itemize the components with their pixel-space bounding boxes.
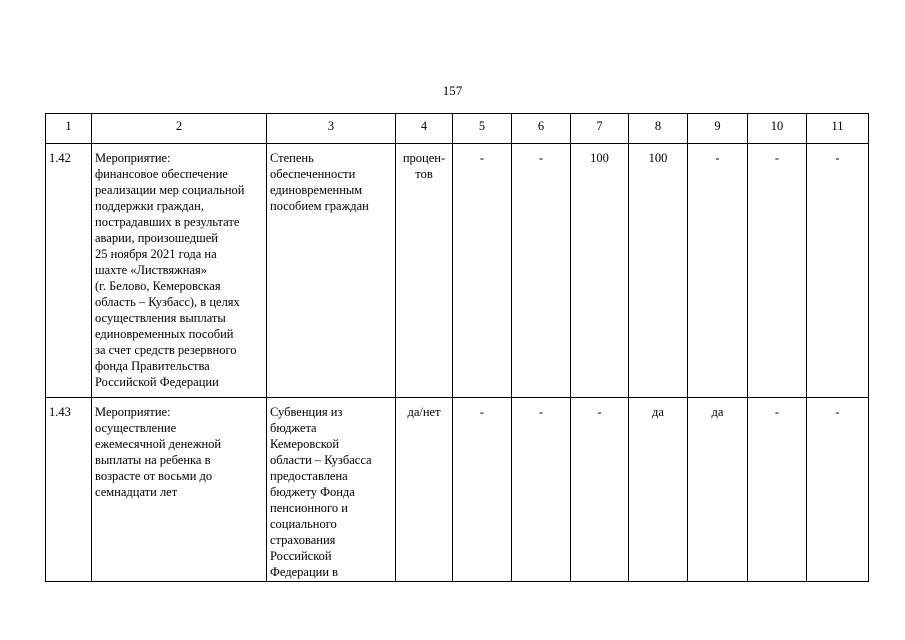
table-row <box>46 398 869 582</box>
value-cell: - <box>748 144 807 398</box>
value-cell: - <box>512 398 571 582</box>
text-line: области – Кузбасса <box>270 453 372 467</box>
text-line: аварии, произошедшей <box>95 231 218 245</box>
text-line: 25 ноября 2021 года на <box>95 247 217 261</box>
indicator-cell <box>267 398 396 582</box>
value-cell: 100 <box>571 144 629 398</box>
text-line: Мероприятие: <box>95 405 171 419</box>
text-line: осуществление <box>95 421 177 435</box>
text-line: за счет средств резервного <box>95 343 237 357</box>
text-line: поддержки граждан, <box>95 199 204 213</box>
text-line: Кемеровской <box>270 437 340 451</box>
text-line: семнадцати лет <box>95 485 178 499</box>
text-line: Степень <box>270 151 314 165</box>
text-line: единовременных пособий <box>95 327 234 341</box>
value-cell: да <box>688 398 748 582</box>
text-line: предоставлена <box>270 469 348 483</box>
text-line: да/нет <box>407 405 441 419</box>
value-cell: - <box>807 144 869 398</box>
text-line: реализации мер социальной <box>95 183 245 197</box>
text-line: процен- <box>402 151 446 165</box>
text-line: ежемесячной денежной <box>95 437 222 451</box>
text-line: область – Кузбасс), в целях <box>95 295 240 309</box>
text-line: Субвенция из <box>270 405 343 419</box>
column-header: 4 <box>396 114 453 144</box>
text-line: Федерации в <box>270 565 339 579</box>
value-cell: 100 <box>629 144 688 398</box>
column-header: 7 <box>571 114 629 144</box>
value-cell: - <box>748 398 807 582</box>
row-number: 1.42 <box>46 144 92 398</box>
row-number: 1.43 <box>46 398 92 582</box>
measure-cell <box>92 398 267 582</box>
text-line: шахте «Листвяжная» <box>95 263 208 277</box>
column-header: 9 <box>688 114 748 144</box>
page-number: 157 <box>442 83 463 98</box>
data-table <box>45 113 869 582</box>
table-header-row <box>46 114 869 144</box>
column-header: 6 <box>512 114 571 144</box>
text-line: бюджета <box>270 421 317 435</box>
text-line: осуществления выплаты <box>95 311 226 325</box>
unit-cell <box>396 144 453 398</box>
measure-cell <box>92 144 267 398</box>
column-header: 8 <box>629 114 688 144</box>
value-cell: да <box>629 398 688 582</box>
indicator-cell <box>267 144 396 398</box>
column-header: 1 <box>46 114 92 144</box>
unit-cell <box>396 398 453 582</box>
column-header: 10 <box>748 114 807 144</box>
text-line: фонда Правительства <box>95 359 210 373</box>
column-header: 3 <box>267 114 396 144</box>
text-line: Российской <box>270 549 332 563</box>
text-line: возрасте от восьми до <box>95 469 213 483</box>
value-cell: - <box>807 398 869 582</box>
text-line: пенсионного и <box>270 501 348 515</box>
value-cell: - <box>453 398 512 582</box>
text-line: пособием граждан <box>270 199 369 213</box>
table-row <box>46 144 869 398</box>
column-header: 11 <box>807 114 869 144</box>
text-line: Российской Федерации <box>95 375 219 389</box>
text-line: тов <box>415 167 433 181</box>
text-line: Мероприятие: <box>95 151 171 165</box>
text-line: обеспеченности <box>270 167 356 181</box>
text-line: бюджету Фонда <box>270 485 355 499</box>
text-line: (г. Белово, Кемеровская <box>95 279 221 293</box>
text-line: пострадавших в результате <box>95 215 240 229</box>
value-cell: - <box>512 144 571 398</box>
value-cell: - <box>453 144 512 398</box>
column-header: 5 <box>453 114 512 144</box>
text-line: выплаты на ребенка в <box>95 453 211 467</box>
column-header: 2 <box>92 114 267 144</box>
text-line: единовременным <box>270 183 363 197</box>
text-line: социального <box>270 517 337 531</box>
value-cell: - <box>571 398 629 582</box>
value-cell: - <box>688 144 748 398</box>
text-line: страхования <box>270 533 336 547</box>
text-line: финансовое обеспечение <box>95 167 228 181</box>
